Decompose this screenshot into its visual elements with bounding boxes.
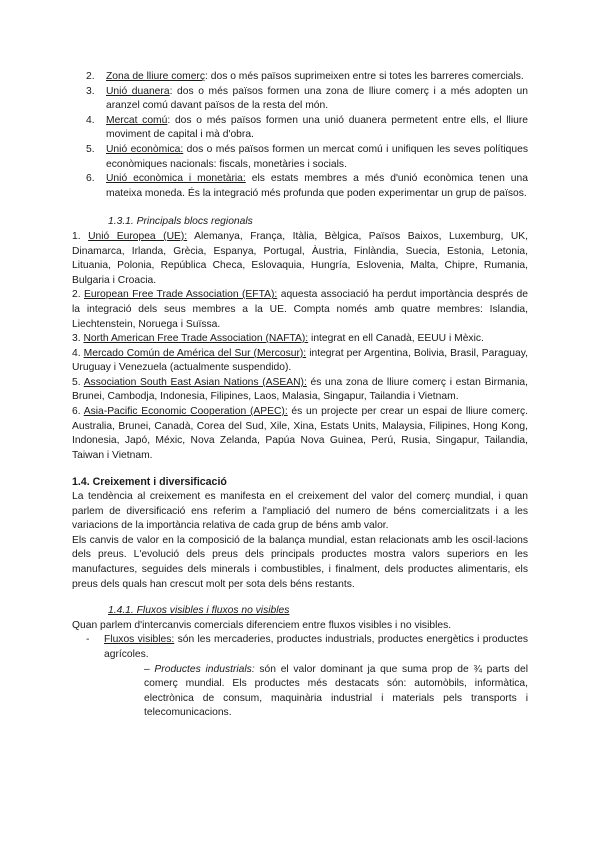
list-number: 6.: [86, 173, 95, 185]
nested-list-item: [144, 663, 528, 721]
term: Unió econòmica i monetària:: [106, 173, 246, 185]
list-number: 2.: [72, 289, 81, 301]
list-item: [86, 172, 528, 201]
term: Mercat comú: [106, 114, 168, 126]
paragraph: Quan parlem d'intercanvis comercials diferenciem entre fluxos visibles i no visibles.: [72, 619, 452, 631]
list-number: 1.: [72, 230, 81, 242]
bloc-name: Asia-Pacific Economic Cooperation (APEC):: [83, 406, 288, 418]
list-item: [72, 376, 528, 405]
list-number: 4.: [86, 114, 95, 126]
bloc-description: aquesta associació ha perdut importància després de la integració dels seus membres a la UE. Compta només amb quatre membres: Islandia, Liechtenstein, Noruega i Suïssa.: [72, 289, 528, 330]
bloc-name: Mercado Común de América del Sur (Mercosur):: [83, 347, 307, 359]
list-number: 5.: [72, 376, 81, 388]
bloc-name: European Free Trade Association (EFTA):: [84, 289, 278, 301]
list-item: [72, 347, 528, 376]
term: Productes industrials:: [154, 663, 255, 675]
integration-levels-list: [72, 70, 528, 201]
regional-blocs-list: [72, 230, 528, 464]
list-item: [86, 633, 528, 662]
list-item: [72, 230, 528, 288]
list-number: 6.: [72, 406, 81, 418]
dash-marker: -: [86, 634, 90, 646]
subsection-title-text: 1.4.1. Fluxos visibles i fluxos no visibles: [108, 605, 290, 617]
dash-marker: –: [144, 663, 155, 675]
list-number: 4.: [72, 347, 81, 359]
definition: : dos o més països formen una unió duanera permetent entre ells, el lliure moviment de capital i mà d'obra.: [106, 114, 528, 141]
section-title-14: 1.4. Creixement i diversificació: [72, 476, 227, 489]
definition: : dos o més països suprimeixen entre si totes les barreres comercials.: [205, 71, 524, 82]
bloc-description: Alemanya, França, Itàlia, Bèlgica, Països Baixos, Luxemburg, UK, Dinamarca, Irlanda, Grècia, Espanya, Portugal, Àustria, Finlàndia, Suecia, Estonia, Letonia, Lituania, Polonia, República Checa, Eslovaquia, Hungría, Eslovenia, Malta, Chipre, Rumania, Bulgaria i Croacia.: [72, 230, 528, 286]
subsection-title-131: 1.3.1. Principals blocs regionals: [108, 216, 253, 228]
term: Unió econòmica:: [106, 143, 184, 155]
bloc-description: és una zona de lliure comerç i estan Birmania, Brunei, Cambodja, Indonesia, Filipines, Laos, Malasia, Singapur, Tailandia i Vietnam.: [72, 376, 529, 403]
bloc-description: integrat per Argentina, Bolivia, Brasil, Paraguay, Uruguay i Venezuela (actualmente suspendido).: [72, 347, 528, 374]
paragraph: La tendència al creixement es manifesta en el creixement del valor del comerç mundial, i quan parlem de diversificació ens referim a l'ampliació del numero de béns comercialitzats i a les variacions de la importància relativa de cada grup de béns amb valor.: [72, 491, 528, 532]
list-number: 5.: [86, 143, 95, 155]
list-number: 3.: [86, 85, 95, 97]
list-item: [86, 70, 528, 85]
definition: : dos o més països formen una zona de lliure comerç i a més adopten un aranzel comú davant països de la resta del món.: [106, 85, 529, 112]
paragraph: Els canvis de valor en la composició de la balança mundial, estan relacionats amb les oscil·lacions dels preus. L'evolució dels preus dels principals productes mostra valors superiors en les manufactures, seguides dels minerals i combustibles, i finalment, dels productes alimentaris, els preus dels quals han crescut molt per sota dels béns restants.: [72, 534, 528, 590]
document-page: [72, 70, 528, 721]
list-item: [72, 405, 528, 463]
subsection-title-141: [108, 604, 528, 619]
term: Unió duanera: [106, 85, 170, 97]
list-item: [86, 85, 528, 114]
definition: dos o més països formen un mercat comú i unifiquen les seves polítiques econòmiques nacionals: fiscals, monetàries i socials.: [106, 143, 528, 170]
list-number: 3.: [72, 333, 81, 345]
bloc-description: és un projecte per crear un espai de lliure comerç. Australia, Brunei, Canadà, Corea del Sud, Xile, Xina, Estats Units, Malaysia, Filipines, Hong Kong, Indonesia, Japó, Méxic, Nova Zelanda, Papúa Nova Guinea, Perú, Rusia, Singapur, Tailandia, Taiwan i Vietnam.: [72, 406, 528, 461]
list-item: [86, 143, 528, 172]
bloc-name: Association South East Asian Nations (ASEAN):: [83, 376, 307, 388]
list-item: [72, 288, 528, 332]
list-item: [86, 114, 528, 143]
list-number: 2.: [86, 71, 95, 82]
term: Fluxos visibles:: [104, 634, 175, 646]
definition: els estats membres a més d'unió econòmica tenen una mateixa moneda. És la integració més profunda que poden experimentar un grup de països.: [106, 173, 528, 199]
bloc-name: Unió Europea (UE):: [88, 230, 188, 242]
term: Zona de lliure comerç: [106, 71, 206, 82]
definition: són el valor dominant ja que suma prop de ¾ parts del comerç mundial. Els productes més destacats són: automòbils, informàtica, electrònica de consum, maquinària industrial i materials pels transports i telecomunicacions.: [144, 663, 528, 719]
bloc-name: North American Free Trade Association (NAFTA):: [83, 333, 309, 345]
bloc-description: integrat en ell Canadà, EEUU i Mèxic.: [308, 333, 484, 345]
definition: són les mercaderies, productes industrials, productes energètics i productes agrícoles.: [104, 634, 528, 660]
list-item: [72, 332, 528, 347]
